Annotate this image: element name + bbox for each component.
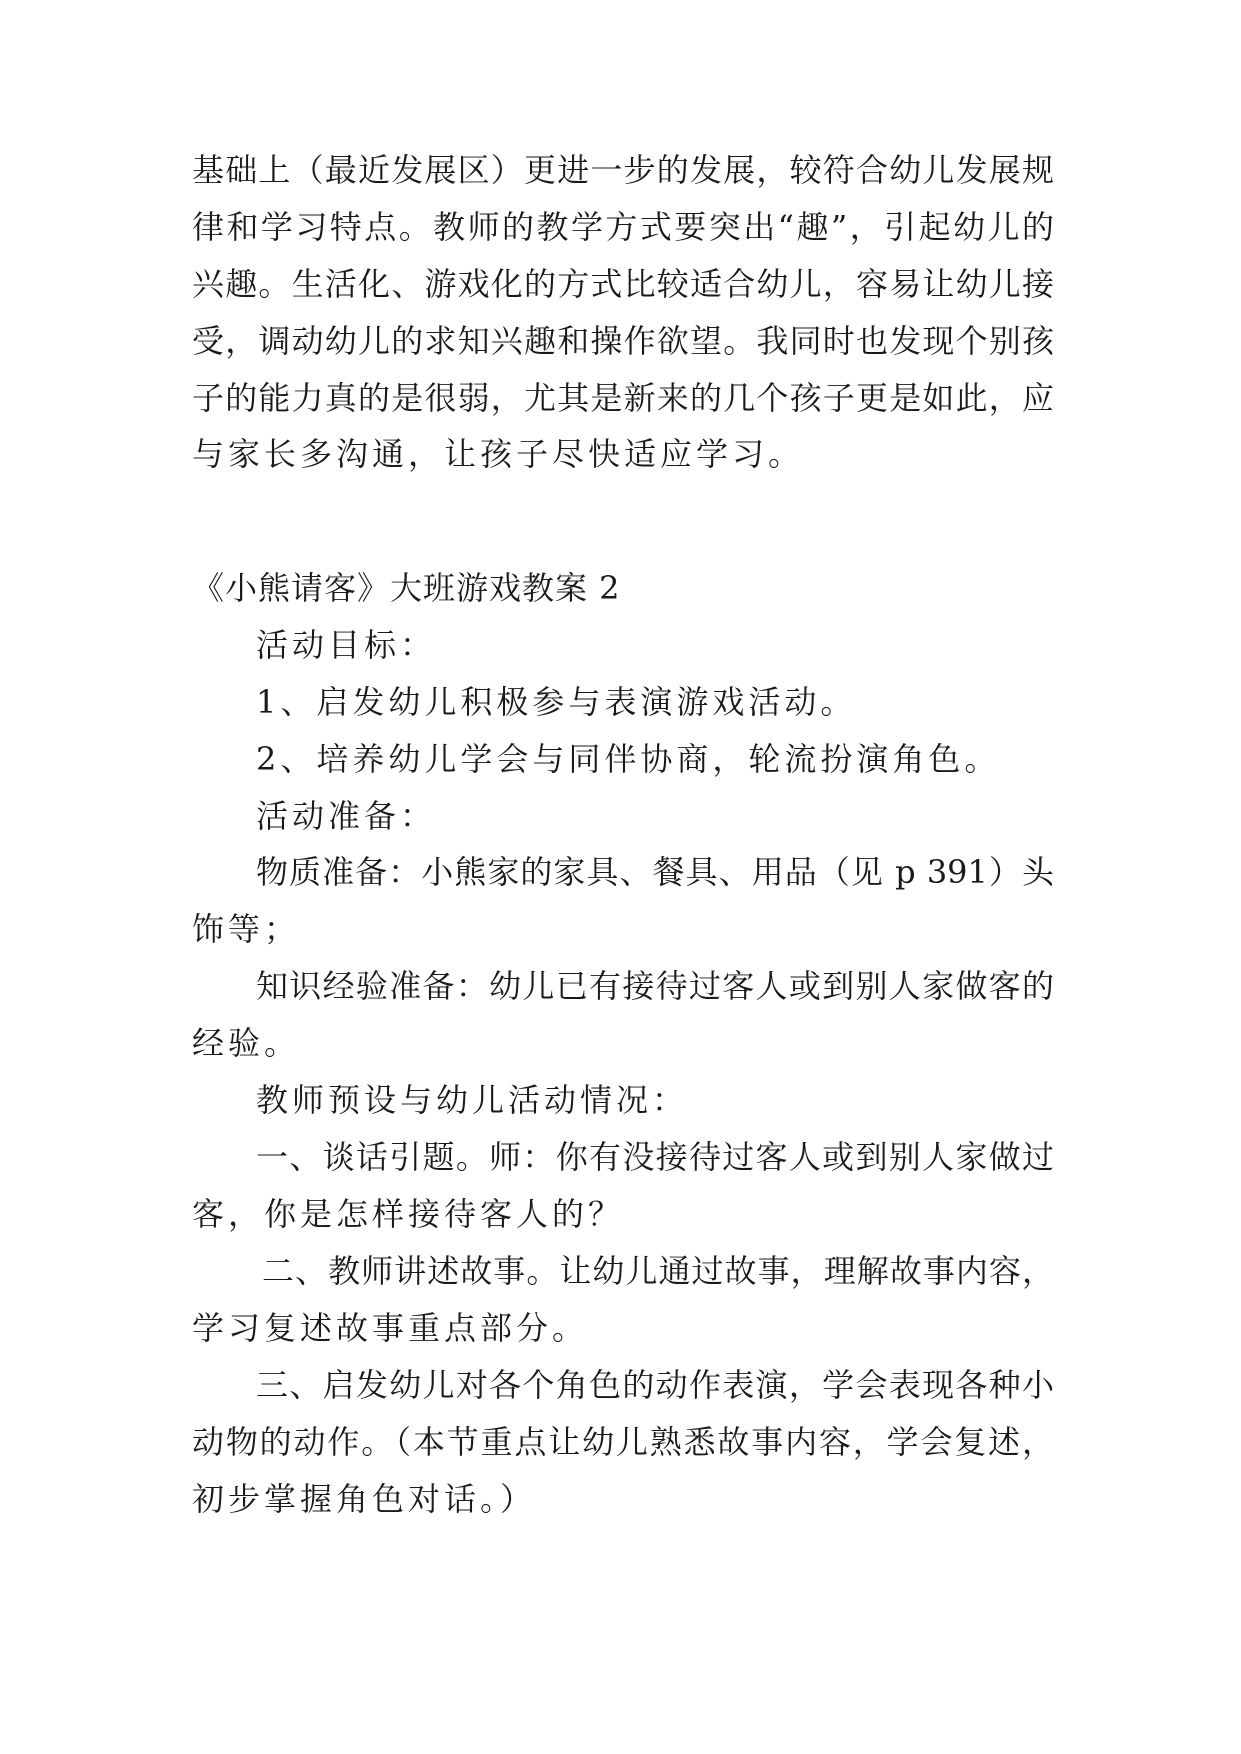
- step-2-line-2: 学习复述故事重点部分。: [192, 1309, 589, 1347]
- step-3-line-3: 初步掌握角色对话。）: [192, 1480, 537, 1518]
- prep-heading: 活动准备：: [256, 797, 437, 835]
- goals-heading: 活动目标：: [256, 626, 437, 664]
- intro-line-3: 兴趣。生活化、游戏化的方式比较适合幼儿，容易让幼儿接: [192, 265, 1054, 303]
- intro-line-1: 基础上（最近发展区）更进一步的发展，较符合幼儿发展规: [192, 151, 1054, 189]
- step-2-line-1: 二、教师讲述故事。让幼儿通过故事，理解故事内容，: [262, 1252, 1054, 1290]
- goal-2: 2、培养幼儿学会与同伴协商，轮流扮演角色。: [256, 740, 1001, 778]
- step-1-line-1: 一、谈话引题。师：你有没接待过客人或到别人家做过: [256, 1138, 1054, 1176]
- intro-line-2: 律和学习特点。教师的教学方式要突出“趣”，引起幼儿的: [192, 208, 1054, 246]
- step-1-line-2: 客，你是怎样接待客人的？: [192, 1195, 625, 1233]
- knowledge-prep-line-2: 经验。: [192, 1024, 301, 1062]
- process-heading: 教师预设与幼儿活动情况：: [256, 1081, 689, 1119]
- knowledge-prep-line-1: 知识经验准备：幼儿已有接待过客人或到别人家做客的: [256, 967, 1054, 1005]
- intro-line-4: 受，调动幼儿的求知兴趣和操作欲望。我同时也发现个别孩: [192, 322, 1054, 360]
- step-3-line-2: 动物的动作。（本节重点让幼儿熟悉故事内容，学会复述，: [192, 1423, 1054, 1461]
- intro-line-6: 与家长多沟通，让孩子尽快适应学习。: [192, 435, 805, 473]
- document-title: 《小熊请客》大班游戏教案 2: [192, 569, 621, 607]
- material-prep-line-2: 饰等；: [192, 910, 301, 948]
- material-prep-line-1: 物质准备：小熊家的家具、餐具、用品（见 p 391）头: [256, 853, 1054, 891]
- intro-line-5: 子的能力真的是很弱，尤其是新来的几个孩子更是如此，应: [192, 379, 1054, 417]
- goal-1: 1、启发幼儿积极参与表演游戏活动。: [256, 683, 857, 721]
- step-3-line-1: 三、启发幼儿对各个角色的动作表演，学会表现各种小: [256, 1366, 1054, 1404]
